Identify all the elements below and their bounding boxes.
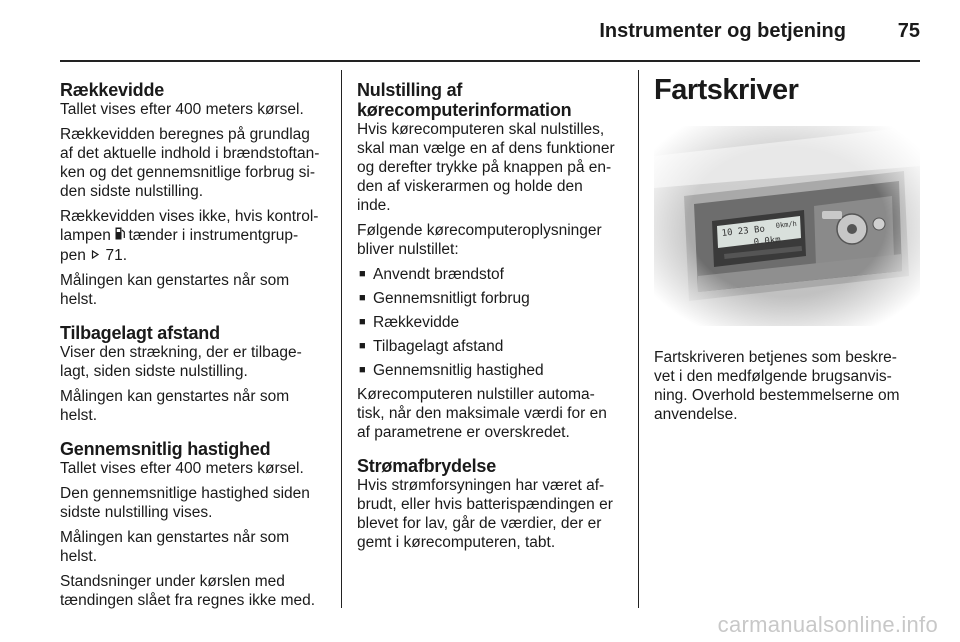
paragraph: Målingen kan genstartes når som helst. xyxy=(60,272,290,308)
list-item: ■ Gennemsnitlig hastighed xyxy=(357,361,627,380)
heading-gennemsnitlig-hastighed: Gennemsnitlig hastighed xyxy=(60,439,271,459)
paragraph: Rækkevidden vises ikke, hvis kontrol- lampen tænder i instrumentgrup- pen 71. xyxy=(60,208,319,264)
paragraph: Følgende kørecomputeroplysninger bliver nulstillet: xyxy=(357,222,602,258)
paragraph: Tallet vises efter 400 meters kørsel. xyxy=(60,101,304,118)
chapter-title: Instrumenter og betjening xyxy=(599,20,846,42)
paragraph: Rækkevidden beregnes på grundlag af det aktuelle indhold i brændstoftan- ken og det gennemsnitlige forbrug si- den sidste nulstilling. xyxy=(60,126,320,200)
list-item: ■ Anvendt brændstof xyxy=(357,265,627,284)
page-reference-link[interactable]: 71. xyxy=(105,247,128,264)
paragraph: Fartskriveren betjenes som beskre- vet i den medfølgende brugsanvis- ning. Overhold bestemmelserne om anvendelse. xyxy=(654,349,900,423)
fuel-warning-lamp-icon xyxy=(115,229,128,243)
list-item: ■ Gennemsnitligt forbrug xyxy=(357,289,627,308)
page-header xyxy=(0,0,960,60)
header-rule xyxy=(60,60,920,62)
paragraph: Hvis strømforsyningen har været af- brudt, eller hvis batterispændingen er blevet for lav, går de værdier, der er gemt i kørecomputeren, tabt. xyxy=(357,477,613,551)
reset-list xyxy=(357,265,627,380)
column-1 xyxy=(60,80,335,616)
paragraph: Målingen kan genstartes når som helst. xyxy=(60,529,290,565)
paragraph: Den gennemsnitlige hastighed siden sidste nulstilling vises. xyxy=(60,485,310,521)
heading-stromafbrydelse: Strømafbrydelse xyxy=(357,456,497,476)
heading-raekkevidde: Rækkevidde xyxy=(60,80,165,100)
list-item: ■ Rækkevidde xyxy=(357,313,627,332)
list-item: ■ Tilbagelagt afstand xyxy=(357,337,627,356)
paragraph: Standsninger under kørslen med tændingen slået fra regnes ikke med. xyxy=(60,573,316,609)
column-3 xyxy=(654,74,924,430)
paragraph: Målingen kan genstartes når som helst. xyxy=(60,388,290,424)
watermark: carmanualsonline.info xyxy=(717,612,938,637)
column-2 xyxy=(357,80,627,558)
paragraph: Hvis kørecomputeren skal nulstilles, skal man vælge en af dens funktioner og derefter trykke på knappen på en- den af viskerarmen og holde den inde. xyxy=(357,121,615,214)
paragraph: Tallet vises efter 400 meters kørsel. xyxy=(60,460,304,477)
column-divider-2 xyxy=(638,70,639,608)
paragraph: Viser den strækning, der er tilbage- lagt, siden sidste nulstilling. xyxy=(60,344,302,380)
heading-tilbagelagt-afstand: Tilbagelagt afstand xyxy=(60,323,220,343)
paragraph: Kørecomputeren nulstiller automa- tisk, når den maksimale værdi for en af parametrene er overskredet. xyxy=(357,386,607,441)
page-reference-arrow-icon xyxy=(90,247,105,264)
tachograph-photo xyxy=(654,126,920,326)
heading-nulstilling: Nulstilling af kørecomputerinformation xyxy=(357,80,572,120)
column-divider-1 xyxy=(341,70,342,608)
heading-fartskriver: Fartskriver xyxy=(654,74,799,106)
page-number: 75 xyxy=(897,20,920,42)
